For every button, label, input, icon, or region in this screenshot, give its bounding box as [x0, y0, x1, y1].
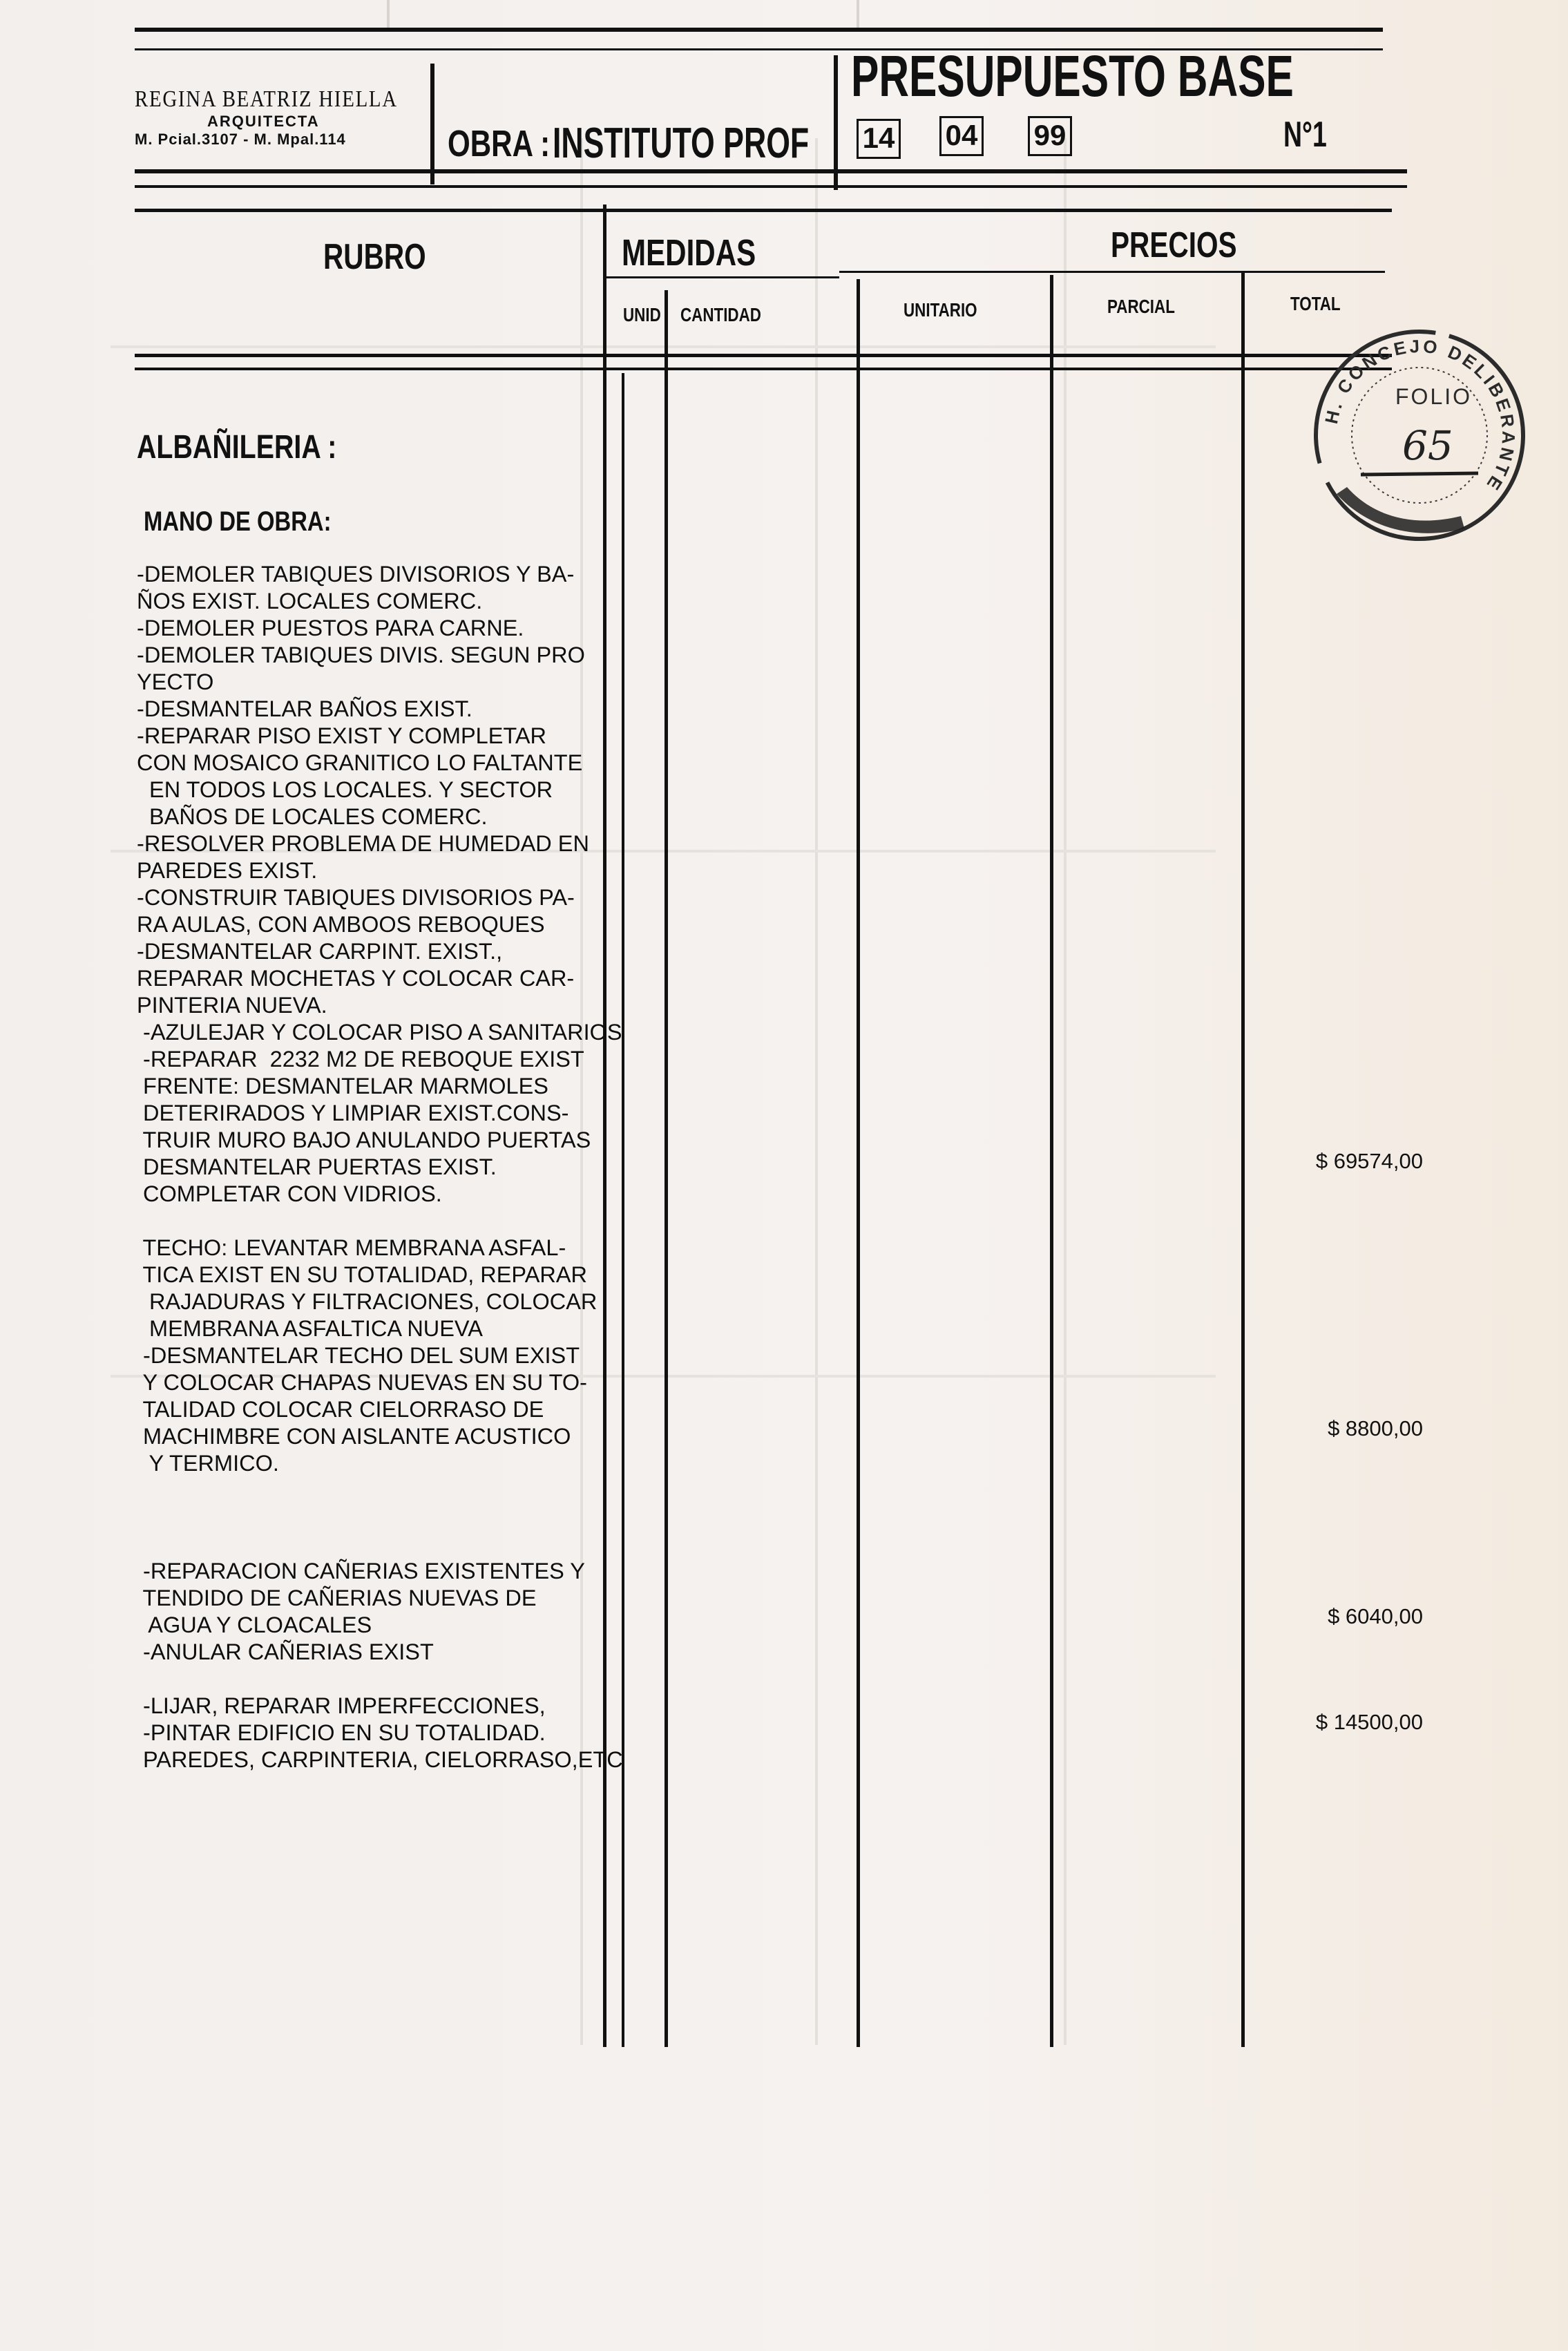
date-year: 99: [1028, 116, 1072, 156]
architect-registration: M. Pcial.3107 - M. Mpal.114: [135, 131, 346, 148]
header-divider-1: [430, 64, 434, 184]
item-line: TECHO: LEVANTAR MEMBRANA ASFAL-: [137, 1235, 566, 1260]
total-albanileria: $ 69574,00: [1315, 1149, 1423, 1173]
item-line: EN TODOS LOS LOCALES. Y SECTOR: [137, 777, 553, 802]
total-pintura: $ 14500,00: [1315, 1710, 1423, 1734]
item-line: RA AULAS, CON AMBOOS REBOQUES: [137, 912, 545, 937]
top-rule: [135, 28, 1383, 32]
column-rubro: RUBRO: [323, 237, 426, 277]
item-line: Y COLOCAR CHAPAS NUEVAS EN SU TO-: [137, 1370, 587, 1395]
header-bottom-rule: [135, 169, 1407, 173]
item-line: -RESOLVER PROBLEMA DE HUMEDAD EN: [137, 831, 589, 856]
stamp-folio-number: 65: [1402, 422, 1453, 469]
item-line: PAREDES EXIST.: [137, 858, 318, 883]
item-line: COMPLETAR CON VIDRIOS.: [137, 1181, 442, 1206]
col-rule-medidas: [857, 279, 860, 2047]
column-cantidad: CANTIDAD: [680, 304, 761, 325]
header-bottom-rule-2: [135, 185, 1407, 188]
item-line: DETERIRADOS Y LIMPIAR EXIST.CONS-: [137, 1101, 569, 1125]
item-line: -DESMANTELAR CARPINT. EXIST.,: [137, 939, 503, 964]
item-line: -CONSTRUIR TABIQUES DIVISORIOS PA-: [137, 885, 575, 910]
item-line: TALIDAD COLOCAR CIELORRASO DE: [137, 1397, 544, 1422]
item-line: -DEMOLER TABIQUES DIVIS. SEGUN PRO: [137, 643, 585, 667]
date-day: 14: [857, 119, 901, 159]
col-rule-cantidad: [665, 290, 668, 2047]
item-line: -REPARACION CAÑERIAS EXISTENTES Y: [137, 1559, 585, 1583]
item-line: DESMANTELAR PUERTAS EXIST.: [137, 1154, 497, 1179]
item-line: PINTERIA NUEVA.: [137, 993, 327, 1018]
item-line: -DEMOLER PUESTOS PARA CARNE.: [137, 616, 524, 640]
column-unid: UNID: [623, 304, 661, 325]
item-description-list: [137, 561, 662, 1773]
item-line: -PINTAR EDIFICIO EN SU TOTALIDAD.: [137, 1720, 546, 1745]
item-line: FRENTE: DESMANTELAR MARMOLES: [137, 1074, 548, 1098]
total-techo: $ 8800,00: [1328, 1416, 1423, 1440]
item-line: TENDIDO DE CAÑERIAS NUEVAS DE: [137, 1586, 537, 1610]
stamp-ring-text: H. CONCEJO DELIBERANTE: [1320, 335, 1520, 496]
column-total: TOTAL: [1290, 293, 1341, 314]
obra-label: OBRA :: [448, 123, 551, 164]
item-line: -REPARAR 2232 M2 DE REBOQUE EXIST: [137, 1047, 584, 1072]
total-instalaciones: $ 6040,00: [1328, 1604, 1423, 1628]
col-rule-unitario: [1050, 275, 1053, 2047]
date-month: 04: [939, 116, 984, 156]
item-line: -AZULEJAR Y COLOCAR PISO A SANITARIOS: [137, 1020, 622, 1045]
column-medidas: MEDIDAS: [622, 232, 756, 274]
col-rule-parcial: [1241, 273, 1245, 2047]
precios-underline: [839, 271, 1385, 273]
item-line: AGUA Y CLOACALES: [137, 1612, 372, 1637]
column-header-bottom-rule: [135, 354, 1392, 357]
item-line: RAJADURAS Y FILTRACIONES, COLOCAR: [137, 1289, 597, 1314]
item-line: TICA EXIST EN SU TOTALIDAD, REPARAR: [137, 1262, 587, 1287]
section-title: ALBAÑILERIA :: [137, 429, 337, 466]
item-line: CON MOSAICO GRANITICO LO FALTANTE: [137, 750, 583, 775]
column-unitario: UNITARIO: [903, 299, 977, 321]
document-title: PRESUPUESTO BASE: [851, 44, 1294, 108]
item-line: REPARAR MOCHETAS Y COLOCAR CAR-: [137, 966, 575, 991]
architect-profession: ARQUITECTA: [207, 113, 320, 130]
stamp-folio-label: FOLIO: [1395, 384, 1473, 409]
item-line: [137, 1504, 662, 1531]
item-line: Y TERMICO.: [137, 1451, 279, 1476]
column-precios: PRECIOS: [1111, 225, 1237, 265]
obra-value: INSTITUTO PROF: [553, 120, 810, 167]
item-line: -REPARAR PISO EXIST Y COMPLETAR: [137, 723, 546, 748]
item-line: [137, 1208, 662, 1235]
item-line: [137, 1666, 662, 1693]
column-parcial: PARCIAL: [1107, 296, 1175, 317]
section-subtitle: MANO DE OBRA:: [144, 506, 332, 537]
item-line: -DESMANTELAR BAÑOS EXIST.: [137, 696, 472, 721]
architect-block: [135, 86, 425, 149]
body-top-rule: [135, 368, 1392, 370]
item-line: TRUIR MURO BAJO ANULANDO PUERTAS: [137, 1127, 591, 1152]
architect-name: REGINA BEATRIZ HIELLA: [135, 86, 398, 112]
item-line: [137, 1531, 662, 1558]
medidas-underline: [604, 276, 839, 278]
document-number: N°1: [1283, 115, 1327, 155]
item-line: -DEMOLER TABIQUES DIVISORIOS Y BA-: [137, 562, 575, 587]
item-line: YECTO: [137, 669, 214, 694]
council-folio-stamp: [1306, 321, 1533, 549]
item-line: -ANULAR CAÑERIAS EXIST: [137, 1639, 434, 1664]
item-line: MEMBRANA ASFALTICA NUEVA: [137, 1316, 483, 1341]
item-line: ÑOS EXIST. LOCALES COMERC.: [137, 589, 483, 613]
item-line: -LIJAR, REPARAR IMPERFECCIONES,: [137, 1693, 546, 1718]
item-line: -DESMANTELAR TECHO DEL SUM EXIST: [137, 1343, 580, 1368]
item-line: BAÑOS DE LOCALES COMERC.: [137, 804, 488, 829]
item-line: PAREDES, CARPINTERIA, CIELORRASO,ETC: [137, 1747, 623, 1772]
column-header-top-rule: [135, 209, 1392, 212]
item-line: MACHIMBRE CON AISLANTE ACUSTICO: [137, 1424, 571, 1449]
item-line: [137, 1477, 662, 1504]
